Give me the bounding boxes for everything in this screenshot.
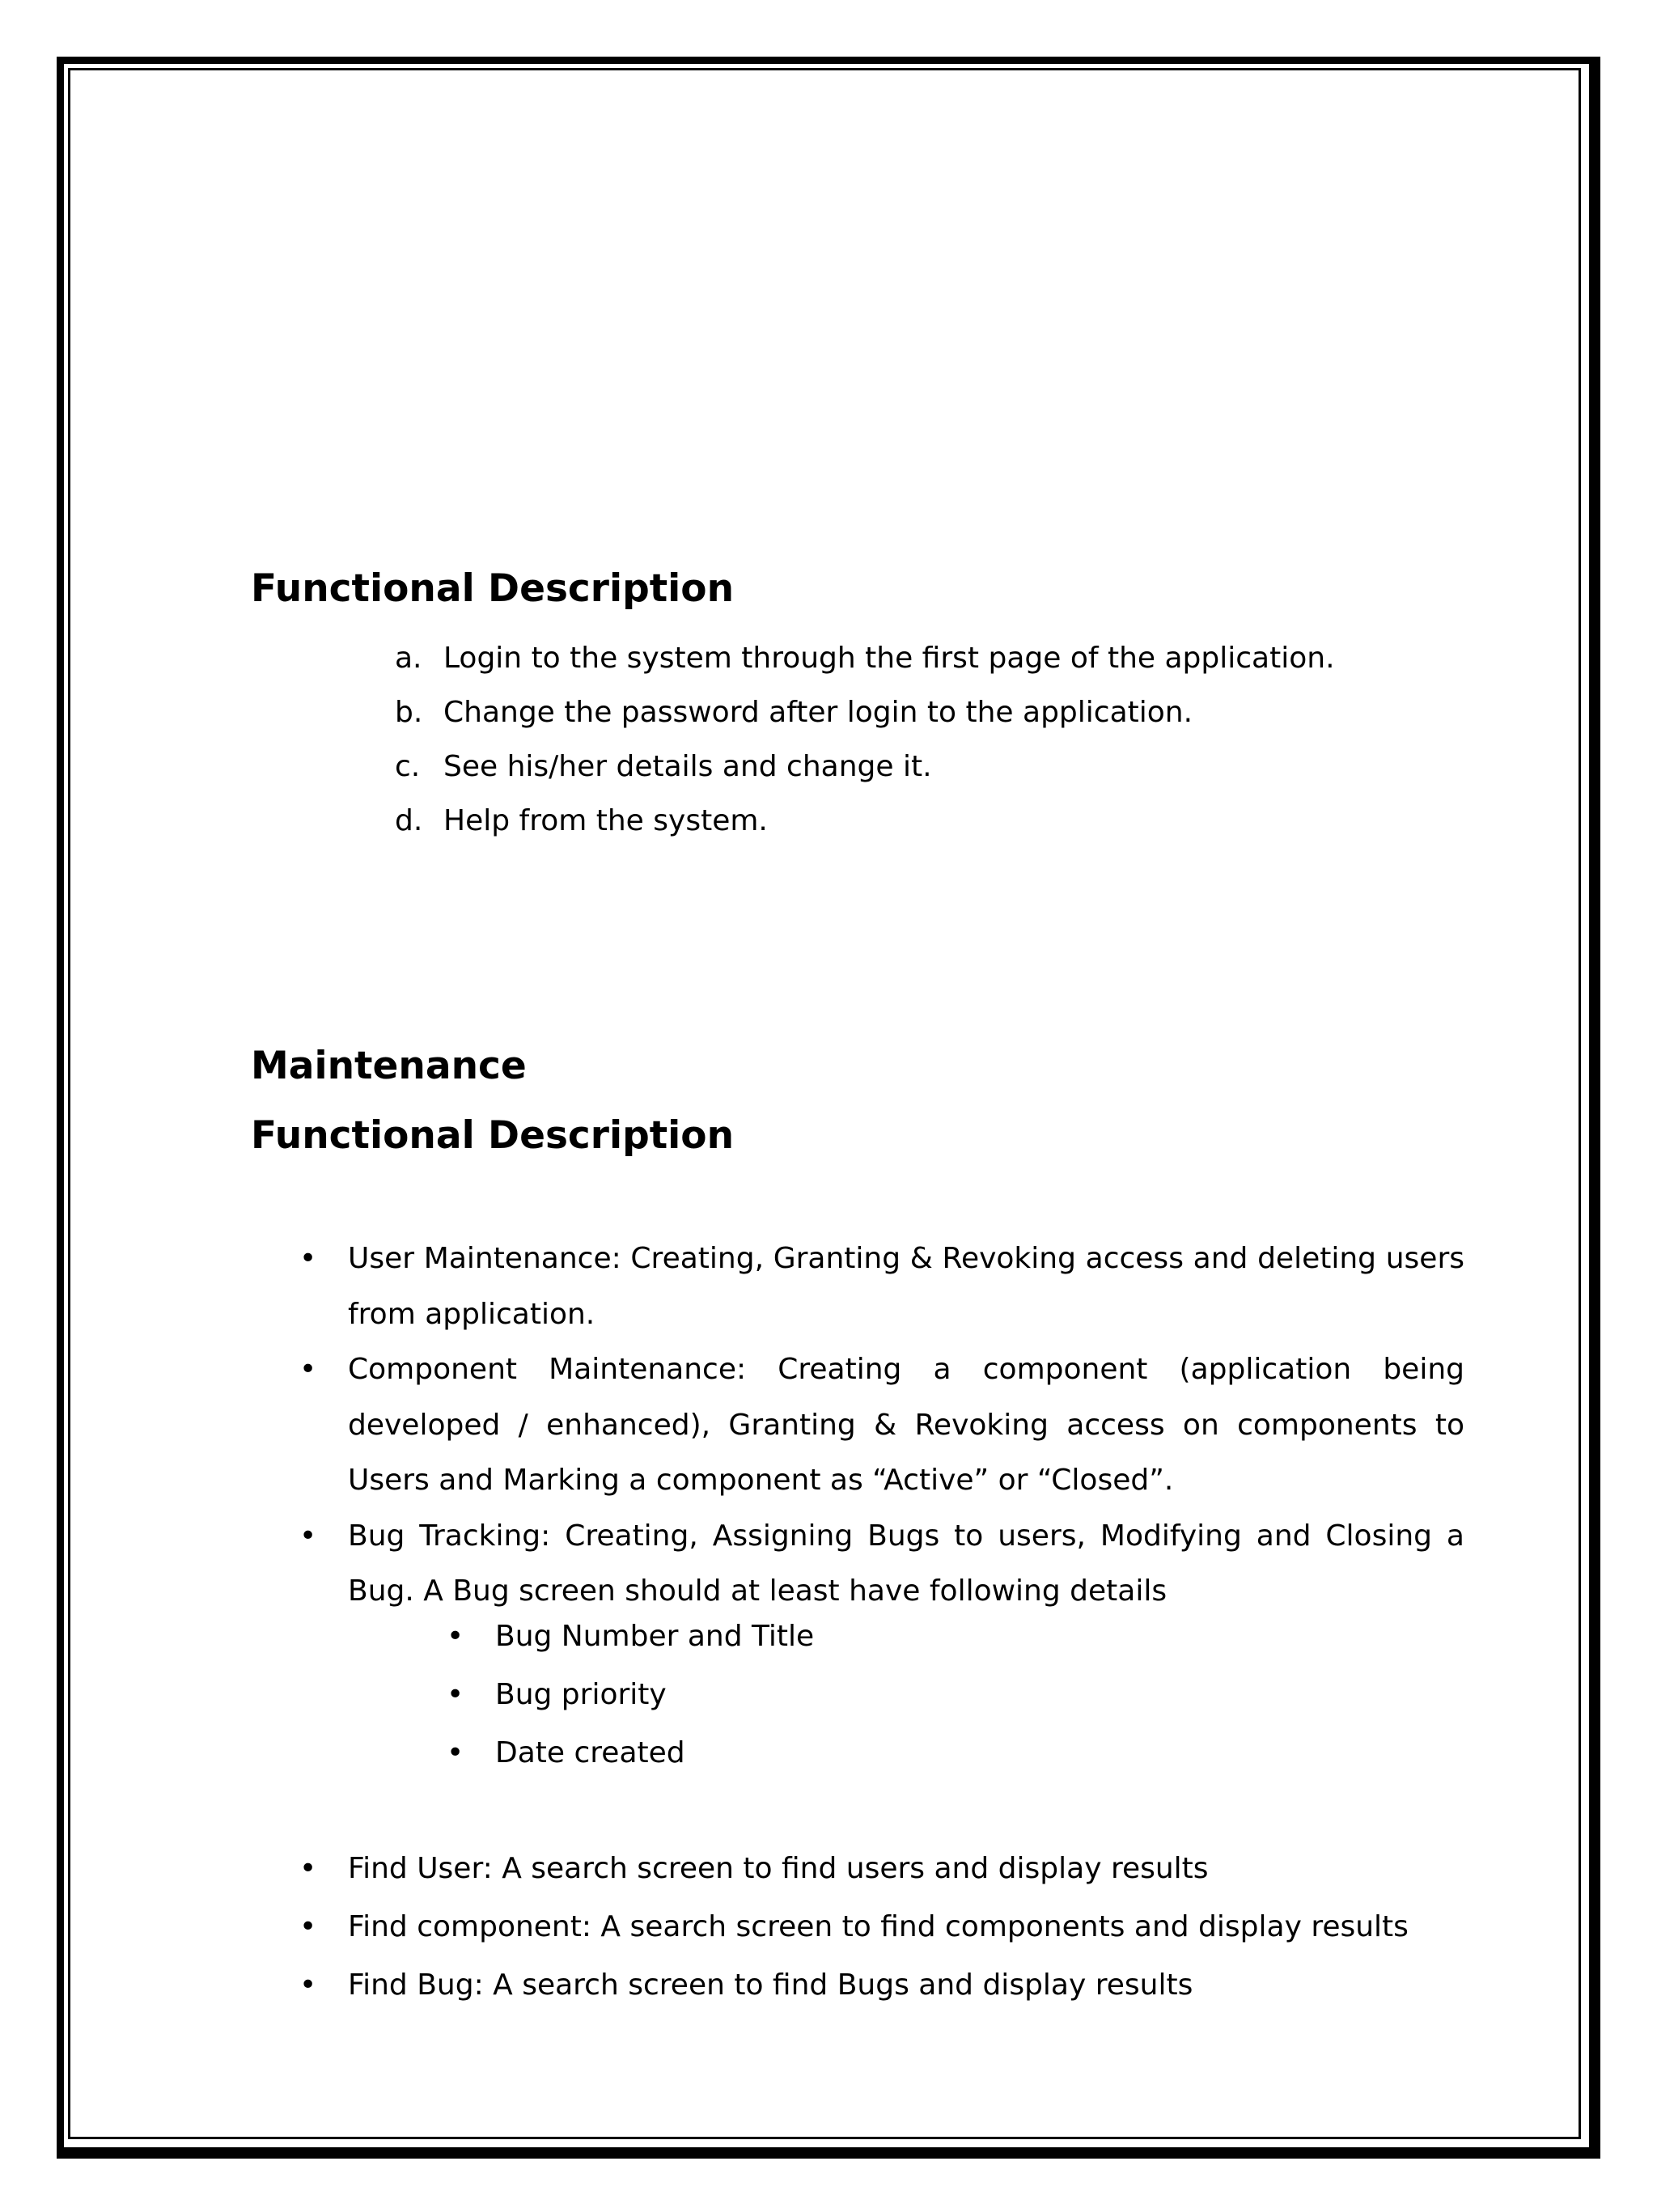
list-item: c. See his/her details and change it. [395,750,932,783]
maintenance-heading: Maintenance [251,1044,527,1088]
bug-details-list [447,1614,814,1789]
functional-description-heading-2: Functional Description [251,1113,735,1158]
list-item: • Bug Tracking: Creating, Assigning Bugs to users, Modifying and Closing a Bug. A Bug screen should at least have following details [299,1509,1464,1620]
list-item: • Date created [447,1731,814,1789]
list-item: • Find Bug: A search screen to find Bugs and display results [299,1961,1409,2019]
list-item: • Bug Number and Title [447,1614,814,1672]
list-item: • Find component: A search screen to find components and display results [299,1903,1409,1961]
bullet-icon: • [299,1242,317,1275]
functional-description-heading-1: Functional Description [251,566,735,611]
bullet-icon: • [447,1736,464,1769]
list-item: • User Maintenance: Creating, Granting & Revoking access and deleting users from application. [299,1231,1464,1342]
bullet-icon: • [299,1519,317,1553]
list-item: b. Change the password after login to the application. [395,696,1193,729]
bullet-icon: • [447,1620,464,1653]
bullet-icon: • [299,1910,317,1943]
bullet-icon: • [299,1353,317,1386]
bullet-icon: • [447,1678,464,1711]
bullet-icon: • [299,1852,317,1885]
find-list [299,1845,1409,2019]
user-functions-list [395,638,1335,854]
page-border-inner [68,68,1581,2139]
list-item: • Find User: A search screen to find users and display results [299,1845,1409,1903]
list-item: • Component Maintenance: Creating a component (application being developed / enhanced), Granting & Revoking access on components to Users and Marking a component as “Active” or “Closed”. [299,1342,1464,1509]
list-item: a. Login to the system through the first page of the application. [395,642,1335,675]
maintenance-list [299,1231,1464,1620]
list-item: • Bug priority [447,1672,814,1731]
list-item: d. Help from the system. [395,804,768,837]
bullet-icon: • [299,1968,317,2002]
